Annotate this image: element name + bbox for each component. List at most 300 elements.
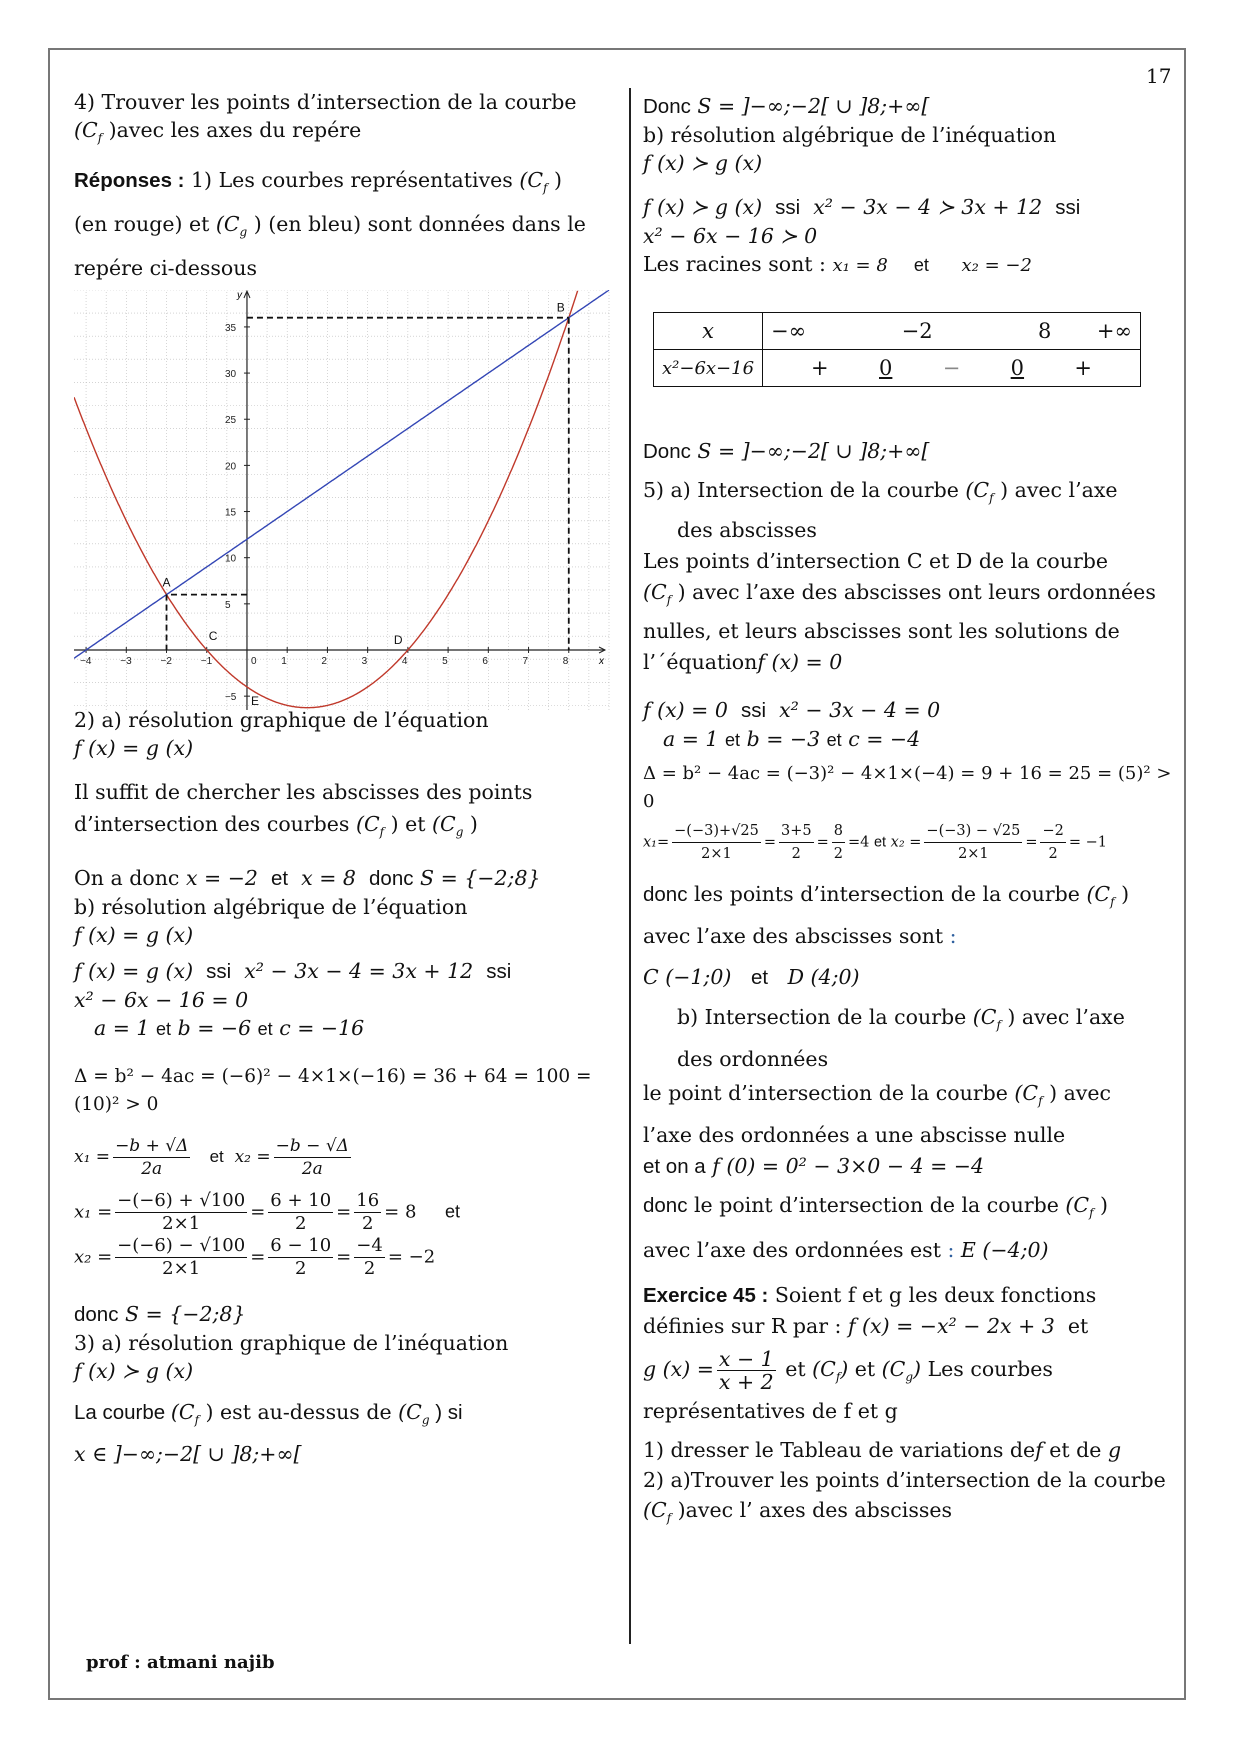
- point-label-B: B: [556, 300, 565, 315]
- cg-text: (C: [881, 1356, 906, 1381]
- ex-text2: définies sur R par :: [643, 1313, 848, 1338]
- x1-den: 2a: [141, 1159, 163, 1180]
- cf-text: (C: [1065, 1193, 1090, 1218]
- inequation: f (x) ≻ g (x): [74, 1359, 194, 1384]
- x1-label: x₁ =: [74, 1201, 113, 1223]
- calc2-n3: −4: [356, 1235, 383, 1257]
- y-tick-label: 30: [224, 369, 237, 381]
- cg-text: (C: [215, 212, 240, 237]
- calc1-n2: 6 + 10: [270, 1190, 332, 1212]
- cf-sub: f: [835, 1369, 841, 1384]
- q3a-text: 3) a) résolution graphique de l’inéquation: [74, 1331, 509, 1356]
- cf-text: (C: [972, 1005, 997, 1030]
- cf-text: (C: [643, 1497, 667, 1522]
- r-n5: −2: [1040, 820, 1065, 843]
- r-frac4: [924, 820, 1022, 865]
- sign-header-row: [771, 319, 1132, 343]
- calc1-d2: 2: [295, 1213, 307, 1235]
- footer-author: prof : atmani najib: [86, 1652, 275, 1673]
- donc-word: donc: [74, 1303, 119, 1327]
- point-label-E: E: [250, 694, 259, 709]
- cf-label-7: [1086, 882, 1115, 910]
- cg-text: (C: [432, 812, 456, 837]
- calc2-frac2: [268, 1235, 333, 1280]
- cg-label-2: [432, 812, 464, 840]
- y-axis-label: y: [236, 290, 242, 302]
- point-E: E (−4;0): [960, 1237, 1049, 1262]
- r-frac1: [672, 820, 761, 865]
- donc-pts-end: ): [1114, 882, 1130, 907]
- ineq-quadratic: x² − 6x − 16 ≻ 0: [643, 224, 818, 248]
- answers-intro: [74, 162, 619, 286]
- donc-e-end: ): [1093, 1193, 1109, 1218]
- y-tick-label: 5: [224, 600, 231, 612]
- answers-text1: 1) Les courbes représentatives: [184, 168, 520, 193]
- cf-label-8: [972, 1005, 1001, 1033]
- donc-points: [643, 877, 1179, 953]
- y-tick-label: 10: [224, 553, 237, 565]
- points-CD: [643, 963, 1179, 992]
- answers-line2b: ) (en bleu) sont données dans le: [247, 212, 586, 237]
- g-fraction: [717, 1348, 776, 1393]
- equation-fg: f (x) = g (x): [74, 736, 194, 761]
- discriminant: Δ = b² − 4ac = (−6)² − 4×1×(−16) = 36 + 64 = 100 = (10)² > 0: [74, 1066, 592, 1116]
- roots-line: [643, 250, 1179, 280]
- cf-label-2: [519, 168, 548, 196]
- ex-q1-b: et de: [1042, 1437, 1108, 1462]
- et-word: et: [445, 1201, 461, 1222]
- cf-text: (C: [355, 812, 380, 837]
- cg-label: [215, 212, 248, 240]
- donc-pts-text: les points d’intersection de la courbe: [687, 882, 1087, 907]
- et-word: et: [913, 255, 929, 275]
- calc1-frac3: [354, 1190, 381, 1235]
- et-word: et: [778, 1356, 813, 1381]
- cf-sub: f: [1089, 1206, 1094, 1221]
- sign-table: [653, 312, 1141, 387]
- g-den: x + 2: [718, 1369, 774, 1394]
- cf-text: (C: [519, 168, 544, 193]
- ssi-line: [74, 957, 619, 986]
- ssi-left: f (x) = g (x): [74, 959, 194, 984]
- suffit-text: [74, 776, 619, 848]
- cf-label-11: $(C_f)$: [812, 1356, 849, 1384]
- solution-set-1: S = {−2;8}: [420, 866, 541, 891]
- question-3b: [643, 121, 1179, 177]
- g-definition-line: [643, 1348, 1179, 1393]
- right-column: [643, 92, 1179, 1533]
- ord-line1b: ) avec: [1042, 1081, 1111, 1106]
- r-frac2: [779, 820, 814, 865]
- answers-line3: repére ci-dessous: [74, 256, 257, 281]
- f0-calc: f (0) = 0² − 3×0 − 4 = −4: [712, 1154, 984, 1179]
- r-d1: 2×1: [701, 846, 732, 863]
- coef-b: b = −6: [177, 1016, 252, 1041]
- courbe-text2: ) est au-dessus de: [199, 1400, 399, 1425]
- point-C: C (−1;0): [643, 965, 732, 990]
- ordonnee-text: [643, 1076, 1179, 1152]
- cf-sub: f: [1110, 895, 1115, 910]
- pts-equation: f (x) = 0: [757, 650, 843, 675]
- donc-word: donc: [369, 867, 414, 891]
- ssi-word: ssi: [740, 699, 767, 723]
- x2-den: 2a: [301, 1159, 323, 1180]
- donc-word: donc: [643, 883, 688, 907]
- solution-set-3: S = ]−∞;−2[ ∪ ]8;+∞[: [697, 94, 930, 118]
- page-number: 17: [1146, 64, 1172, 88]
- point-label-C: C: [208, 629, 218, 644]
- ord-line2: l’axe des ordonnées a une abscisse nulle: [643, 1123, 1066, 1148]
- calc1-frac1: [115, 1190, 247, 1235]
- y-tick-label: −5: [224, 692, 237, 704]
- ineq-left: f (x) ≻ g (x): [643, 195, 763, 219]
- ex-text4: représentatives de f et g: [643, 1398, 898, 1423]
- x-tick-label: 5: [442, 656, 448, 668]
- x-tick-label: 2: [321, 656, 327, 668]
- suffit-end: ): [463, 812, 478, 837]
- answers-line2a: (en rouge) et: [74, 212, 216, 237]
- calc2-d2: 2: [295, 1258, 307, 1280]
- q3b-text: b) résolution algébrique de l’inéquation: [643, 123, 1057, 147]
- cf-label-5: [965, 478, 994, 506]
- ssi-word: ssi: [775, 196, 801, 219]
- calc2-n2: 6 − 10: [270, 1235, 332, 1257]
- pts-line4: l’´équation: [643, 650, 758, 675]
- r-d4: 2×1: [958, 846, 989, 863]
- left-column: [74, 88, 619, 1471]
- sign-zero-1: 0: [879, 356, 893, 380]
- cf-sub: f: [543, 181, 548, 196]
- x-tick-label: 1: [281, 656, 287, 668]
- r-frac5: [1040, 820, 1065, 865]
- q5b-text2: ) avec l’axe: [1000, 1005, 1125, 1030]
- calc1-frac2: [268, 1190, 333, 1235]
- suffit-line1: Il suffit de chercher les abscisses des points: [74, 780, 533, 805]
- x1-num: −b + √Δ: [115, 1136, 189, 1157]
- f0-right: x² − 3x − 4 = 0: [779, 698, 941, 723]
- et-word: et: [156, 1019, 172, 1040]
- r-frac3: [832, 820, 845, 865]
- et-word: et: [826, 730, 842, 751]
- sign-minus: −: [942, 356, 961, 380]
- cf-label-6: [643, 580, 672, 608]
- courbe-text1: La courbe: [74, 1401, 171, 1425]
- donc-E: [643, 1187, 1179, 1267]
- coef-c: c = −16: [279, 1016, 365, 1041]
- et-on-a: et on a: [643, 1155, 706, 1179]
- et-word: et: [750, 966, 769, 990]
- cg-text: (C: [398, 1400, 422, 1425]
- x-tick-label: −1: [200, 656, 213, 668]
- q2b-text: b) résolution algébrique de l’équation: [74, 895, 468, 920]
- sign-minus-2: −2: [901, 319, 933, 343]
- question-4: [74, 88, 619, 152]
- cf-label-3: [355, 812, 385, 840]
- courbe-text3: ) si: [429, 1401, 463, 1425]
- donc-word: donc: [643, 1194, 688, 1218]
- ex-q2-b: )avec l’ axes des abscisses: [671, 1497, 953, 1522]
- cg-sub: g: [455, 825, 464, 840]
- x-tick-label: 0: [250, 656, 257, 668]
- pts-line2: ) avec l’axe des abscisses ont leurs ordonnées: [671, 580, 1156, 605]
- intersection-text: [643, 546, 1179, 678]
- r-d2: 2: [791, 846, 801, 863]
- r-res2: = −1: [1068, 834, 1107, 851]
- coef-a: a = 1: [94, 1016, 150, 1041]
- exercise-questions: [643, 1435, 1179, 1533]
- colon: :: [947, 1237, 955, 1262]
- cf-sub: f: [666, 593, 672, 608]
- question-5b: [643, 1000, 1179, 1076]
- cf-sub: f: [97, 131, 103, 146]
- cf-text: (C: [812, 1356, 836, 1381]
- cf-sub: f: [989, 491, 994, 506]
- calc1-result: = 8: [384, 1201, 417, 1223]
- f0-value: [643, 1152, 1179, 1181]
- r-n2: 3+5: [779, 820, 814, 843]
- x2-label: x₂ =: [234, 1147, 271, 1168]
- solution-s2: [643, 437, 1179, 466]
- r-d5: 2: [1048, 846, 1058, 863]
- x-value-1: x = −2: [185, 866, 258, 891]
- calc2-num: −(−6) − √100: [117, 1235, 246, 1257]
- answers-text2: ): [547, 168, 562, 193]
- roots-calc-2: x₁= $\frac{-(-3)+√25}{2\times 1}$ = $\frac{3+5}{2}$ = $\frac{8}{2}$ =4 et x₂ = $\frac{-(-3) - √25}{2\times 1}$ = $\frac{-2}{2}$ = −1: [643, 820, 1179, 865]
- donc-e-text: le point d’intersection de la courbe: [687, 1193, 1066, 1218]
- sign-table-header: [654, 313, 1141, 350]
- quadratic-equation: x² − 6x − 16 = 0: [74, 988, 249, 1013]
- pts-line1: Les points d’intersection C et D de la courbe: [643, 549, 1109, 574]
- et-word-2: et: [848, 1356, 882, 1381]
- calc1-num: −(−6) + √100: [117, 1190, 246, 1212]
- equation-fg-2: f (x) = g (x): [74, 923, 194, 948]
- solution-set-2: S = {−2;8}: [125, 1302, 246, 1327]
- point-label-D: D: [393, 633, 403, 648]
- x-tick-label: −2: [160, 656, 172, 668]
- sign-row-content: [771, 356, 1132, 380]
- sign-table-row: [654, 350, 1141, 387]
- root-formulas: [74, 1135, 619, 1180]
- calc1-den: 2×1: [162, 1213, 201, 1235]
- sign-plus-1: +: [811, 356, 829, 380]
- r-res1: =4: [847, 834, 870, 851]
- ex-q1-g: g: [1107, 1437, 1122, 1462]
- x2-label: x₂ =: [74, 1246, 113, 1268]
- coef-b: b = −3: [746, 727, 821, 752]
- x-tick-label: −3: [120, 656, 132, 668]
- ex-q1: 1) dresser le Tableau de variations de: [643, 1437, 1036, 1462]
- et-word: et: [1067, 1313, 1089, 1338]
- cf-sub: f: [666, 1510, 672, 1525]
- question-2a: [74, 706, 619, 762]
- cf-label-10: [1065, 1193, 1094, 1221]
- cf-text: (C: [74, 118, 98, 142]
- ssi-word-2: ssi: [486, 960, 512, 984]
- racines-text: Les racines sont :: [643, 252, 833, 276]
- et-word: et: [209, 1147, 224, 1167]
- x-axis-label: x: [599, 656, 604, 668]
- pts-line3: nulles, et leurs abscisses sont les solutions de: [643, 619, 1120, 644]
- cg-sub: g: [239, 225, 248, 240]
- y-tick-label: 25: [224, 415, 237, 427]
- root-1: x₁ = 8: [832, 255, 888, 276]
- cf-text: (C: [170, 1400, 195, 1425]
- x-tick-label: 3: [361, 656, 368, 668]
- coef-a: a = 1: [663, 727, 719, 752]
- et-word: et: [270, 867, 289, 891]
- suffit-line2: d’intersection des courbes: [74, 812, 356, 837]
- x-tick-label: 6: [482, 656, 488, 668]
- q4-line1: 4) Trouver les points d’intersection de la courbe: [74, 90, 577, 114]
- et-word: et: [873, 834, 887, 851]
- r-n3: 8: [832, 820, 845, 843]
- sign-8: 8: [1038, 319, 1052, 343]
- ssi-word: ssi: [206, 960, 232, 984]
- x-value-2: x = 8: [301, 866, 356, 891]
- solution-s1: [643, 92, 1179, 121]
- q2a-text: 2) a) résolution graphique de l’équation: [74, 708, 489, 733]
- x-tick-label: 8: [562, 656, 569, 668]
- suffit-mid: ) et: [384, 812, 433, 837]
- g-num: x − 1: [718, 1346, 774, 1371]
- ex-text1: Soient f et g les deux fonctions: [768, 1282, 1097, 1307]
- exercise-label: Exercice 45 :: [643, 1283, 769, 1307]
- root-2: x₂ = −2: [961, 255, 1032, 276]
- cg-sub: g: [421, 1413, 430, 1428]
- question-2b: [74, 893, 619, 949]
- cf-label-9: [1014, 1081, 1043, 1109]
- sign-plus-2: +: [1074, 356, 1092, 380]
- sign-header-values: [763, 313, 1141, 350]
- ineq-right: x² − 3x − 4 ≻ 3x + 12: [813, 195, 1043, 219]
- cf-label: [74, 118, 103, 146]
- sign-header-x: x: [654, 313, 763, 350]
- sign-row-values: [763, 350, 1141, 387]
- cf-sub: f: [194, 1413, 200, 1428]
- y-tick-label: 35: [224, 323, 237, 335]
- q5b-text3: des ordonnées: [677, 1047, 829, 1072]
- q4-line2: )avec les axes du repére: [102, 118, 362, 142]
- q5a-text3: des abscisses: [677, 518, 817, 543]
- cg-label-3: [398, 1400, 430, 1428]
- cf-sub: f: [996, 1018, 1001, 1033]
- cf-label-12: [643, 1497, 672, 1525]
- x-tick-label: −4: [80, 656, 92, 668]
- x1-label: x₁=: [643, 834, 670, 851]
- point-label-A: A: [162, 575, 171, 590]
- y-tick-label: 20: [224, 461, 237, 473]
- colon: :: [949, 924, 957, 949]
- cf-text: (C: [1086, 882, 1111, 907]
- on-a-donc: On a donc: [74, 866, 186, 891]
- calc1-n3: 16: [356, 1190, 380, 1212]
- coef-c: c = −4: [848, 727, 921, 752]
- courbe-above: [74, 1395, 619, 1471]
- cf-sub: f: [379, 825, 385, 840]
- sign-row-label: x²−6x−16: [654, 350, 763, 387]
- f-zero-line: [643, 696, 1179, 725]
- series-cf: [74, 291, 578, 708]
- discriminant-2: Δ = b² − 4ac = (−3)² − 4×1×(−4) = 9 + 16 = 25 = (5)² > 0: [643, 763, 1172, 813]
- calc2-den: 2×1: [162, 1258, 201, 1280]
- calc1-d3: 2: [361, 1213, 374, 1235]
- ex-text3: Les courbes: [921, 1356, 1053, 1381]
- r-n1: −(−3)+√25: [672, 820, 761, 843]
- point-D: D (4;0): [787, 965, 860, 990]
- r-n4: −(−3) − √25: [924, 820, 1022, 843]
- x-tick-label: 7: [522, 656, 529, 668]
- root-2-calc: x₂ = $\frac{-(-6) - √100}{2\times 1}$ = $\frac{6 - 10}{2}$ = $\frac{-4}{2}$ = −2: [74, 1235, 436, 1280]
- inequation-2: f (x) ≻ g (x): [643, 151, 763, 175]
- sign-plus-inf: +∞: [1096, 319, 1132, 343]
- donc-word: Donc: [643, 95, 691, 118]
- x2-num: −b − √Δ: [275, 1136, 349, 1157]
- column-divider: [629, 88, 631, 1644]
- calc2-result: = −2: [387, 1246, 436, 1268]
- q5a-text2: ) avec l’axe: [993, 478, 1118, 502]
- ex-q1-f: f: [1035, 1437, 1043, 1462]
- donc-word: Donc: [643, 440, 691, 463]
- calc2-frac1: [115, 1235, 247, 1280]
- x-tick-label: 4: [401, 656, 408, 668]
- r-d3: 2: [833, 846, 843, 863]
- x-interval: x ∈ ]−∞;−2[ ∪ ]8;+∞[: [74, 1442, 302, 1467]
- et-word: et: [725, 730, 741, 751]
- donc-pts-line2: avec l’axe des abscisses sont: [643, 924, 950, 949]
- exercise-45: [643, 1280, 1179, 1342]
- ssi-right: x² − 3x − 4 = 3x + 12: [244, 959, 474, 984]
- donc-e-line2: avec l’axe des ordonnées est: [643, 1237, 948, 1262]
- et-word: et: [257, 1019, 273, 1040]
- x2-fraction: [274, 1135, 351, 1180]
- f0-left: f (x) = 0: [643, 698, 728, 723]
- solution-set-4: S = ]−∞;−2[ ∪ ]8;+∞[: [697, 439, 930, 463]
- answers-label: Réponses :: [74, 169, 185, 193]
- g-label: g (x) =: [643, 1356, 714, 1381]
- x1-fraction: [113, 1135, 190, 1180]
- question-5a: [643, 474, 1179, 546]
- sign-minus-inf: −∞: [771, 319, 807, 343]
- cf-sub: f: [1038, 1094, 1043, 1109]
- q5a-text1: 5) a) Intersection de la courbe: [643, 478, 966, 502]
- calc2-d3: 2: [363, 1258, 376, 1280]
- cf-text: (C: [643, 580, 667, 605]
- coefficients-2: [643, 725, 1179, 754]
- ineq-ssi-line: [643, 193, 1179, 222]
- f-definition: f (x) = −x² − 2x + 3: [847, 1313, 1055, 1338]
- x2-label: x₂ =: [890, 834, 922, 851]
- cg-sub: g: [905, 1369, 914, 1384]
- cf-text: (C: [1014, 1081, 1039, 1106]
- ord-line1: le point d’intersection de la courbe: [643, 1081, 1015, 1106]
- series-cg: [74, 290, 609, 658]
- solution-graphic: [74, 864, 619, 893]
- root-1-calc: x₁ = $\frac{-(-6) + √100}{2\times 1}$ = $\frac{6 + 10}{2}$ = $\frac{16}{2}$ = 8 et: [74, 1190, 461, 1235]
- solution-2: [74, 1300, 619, 1329]
- coefficients: [74, 1014, 619, 1043]
- ex-q2: 2) a)Trouver les points d’intersection de la courbe: [643, 1467, 1166, 1492]
- q5b-text1: b) Intersection de la courbe: [677, 1005, 973, 1030]
- cg-label-4: $(C_g)$: [881, 1356, 922, 1384]
- question-3a: [74, 1329, 619, 1385]
- function-graph: [74, 290, 619, 710]
- y-tick-label: 15: [224, 507, 237, 519]
- cf-text: (C: [965, 478, 990, 502]
- sign-zero-2: 0: [1010, 356, 1025, 380]
- ssi-word-2: ssi: [1055, 196, 1081, 219]
- calc2-frac3: [354, 1235, 385, 1280]
- cf-label-4: [170, 1400, 200, 1428]
